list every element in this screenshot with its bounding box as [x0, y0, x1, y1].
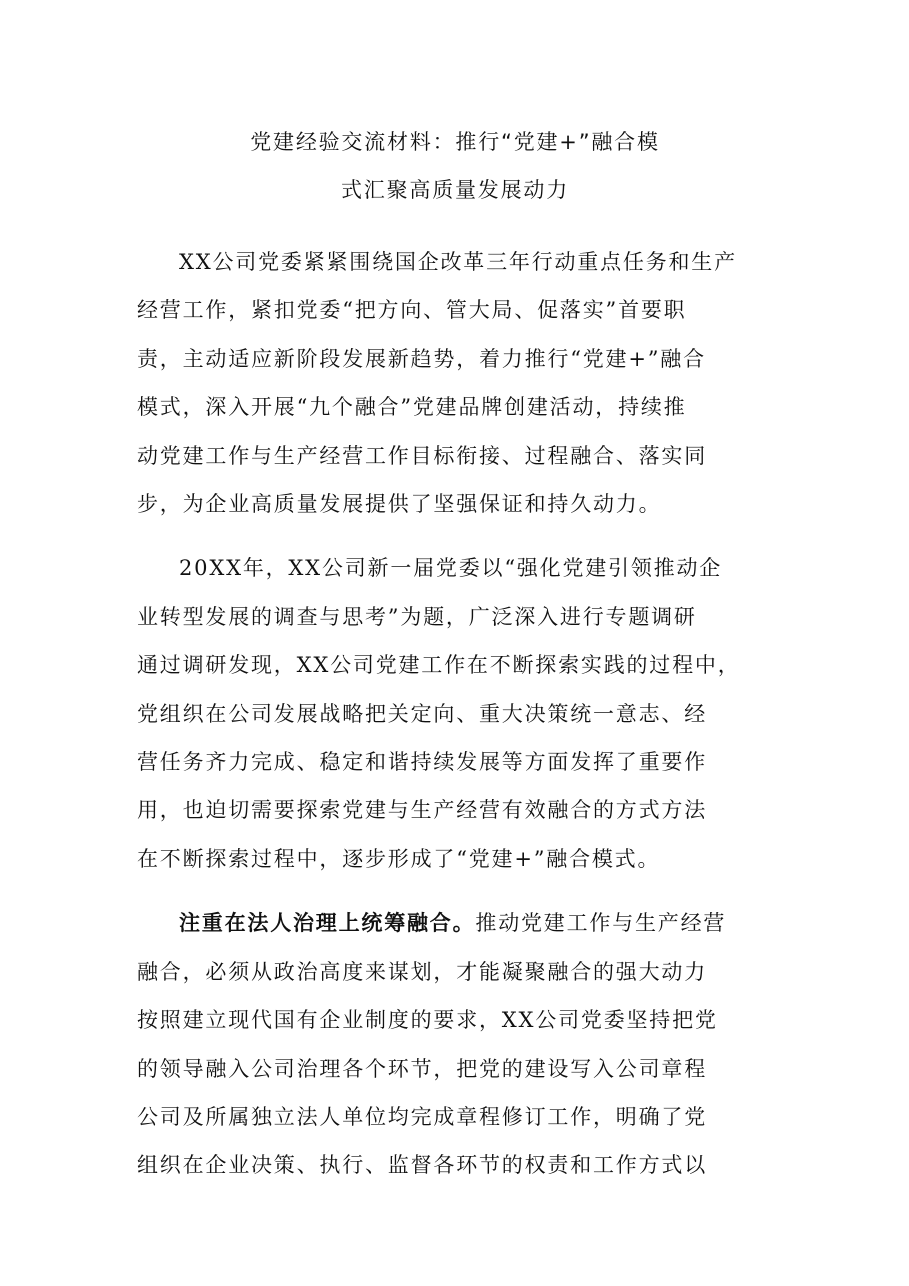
text-line: 公司及所属独立法人单位均完成章程修订工作，明确了党 [137, 1104, 707, 1129]
text-line: 用，也迫切需要探索党建与生产经营有效融合的方式方法 [137, 798, 707, 823]
text-line: 业转型发展的调查与思考”为题，广泛深入进行专题调研 [137, 604, 697, 629]
text-line: 的领导融入公司治理各个环节，把党的建设写入公司章程 [137, 1056, 707, 1081]
text-line: 责，主动适应新阶段发展新趋势，着力推行“党建+”融合 [137, 346, 706, 371]
text-line: 通过调研发现，XX公司党建工作在不断探索实践的过程中， [137, 653, 741, 678]
text-line: 营任务齐力完成、稳定和谐持续发展等方面发挥了重要作 [137, 750, 707, 775]
title-line: 式汇聚高质量发展动力 [341, 178, 569, 203]
document-title [130, 118, 780, 215]
paragraph-lead: 注重在法人治理上统筹融合。 [179, 911, 476, 936]
text-line: 模式，深入开展“九个融合”党建品牌创建活动，持续推 [137, 395, 687, 420]
paragraph-3 [137, 899, 777, 1189]
paragraph-1 [137, 238, 777, 528]
text-line: 按照建立现代国有企业制度的要求，XX公司党委坚持把党 [137, 1008, 718, 1033]
document-body [137, 238, 777, 1206]
text-line: XX公司党委紧紧围绕国企改革三年行动重点任务和生产 [179, 250, 737, 274]
paragraph-2 [137, 544, 777, 883]
text-line: 融合，必须从政治高度来谋划，才能凝聚融合的强大动力 [137, 959, 707, 984]
text-line: 20XX年，XX公司新一届党委以“强化党建引领推动企 [179, 556, 723, 581]
text-line: 步，为企业高质量发展提供了坚强保证和持久动力。 [137, 492, 662, 517]
title-line: 党建经验交流材料：推行“党建+”融合模 [250, 130, 660, 154]
text-line: 组织在企业决策、执行、监督各环节的权责和工作方式以 [137, 1153, 707, 1178]
text-line: 党组织在公司发展战略把关定向、重大决策统一意志、经 [137, 701, 707, 726]
paragraph-lead-rest: 推动党建工作与生产经营 [475, 911, 727, 936]
text-line: 动党建工作与生产经营工作目标衔接、过程融合、落实同 [137, 443, 707, 468]
text-line-first [137, 899, 777, 947]
text-line: 经营工作，紧扣党委“把方向、管大局、促落实”首要职 [137, 298, 687, 323]
text-line: 在不断探索过程中，逐步形成了“党建+”融合模式。 [137, 846, 661, 871]
